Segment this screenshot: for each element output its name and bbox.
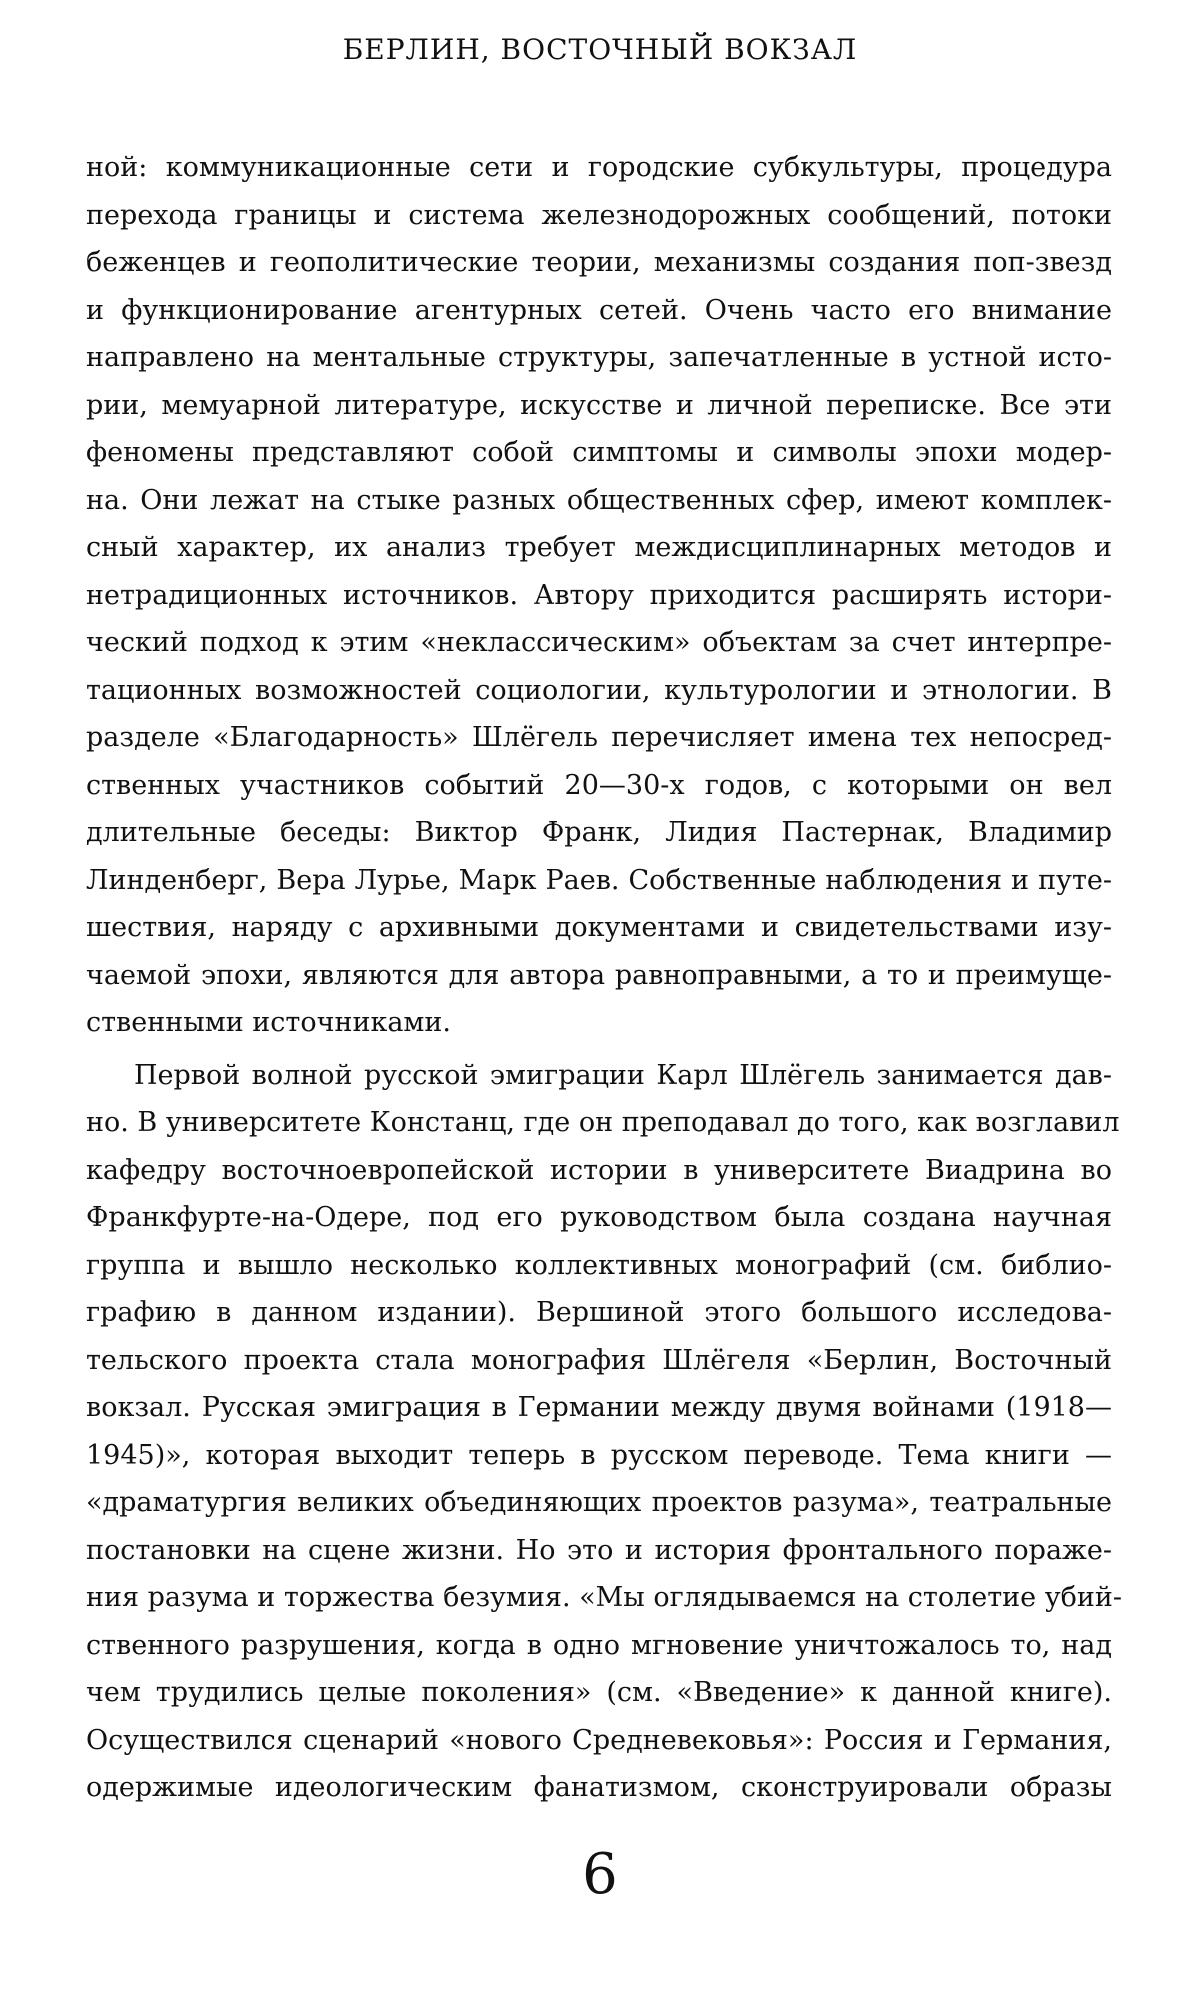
text-line: нетрадиционных источников. Автору приходится расширять истори- — [86, 579, 1112, 611]
text-line: 1945)», которая выходит теперь в русском переводе. Тема книги — — [86, 1439, 1112, 1471]
text-line: одержимые идеологическим фанатизмом, сконструировали образы — [86, 1772, 1112, 1803]
paragraph-1 — [86, 144, 1112, 1047]
text-line: длительные беседы: Виктор Франк, Лидия Пастернак, Владимир — [86, 817, 1112, 848]
text-line: «драматургия великих объединяющих проектов разума», театральные — [86, 1487, 1112, 1518]
text-line: кафедру восточноевропейской истории в университете Виадрина во — [86, 1154, 1112, 1186]
text-line: но. В университете Констанц, где он преподавал до того, как возглавил — [86, 1107, 1120, 1138]
text-line: Осуществился сценарий «нового Средневековья»: Россия и Германия, — [86, 1724, 1112, 1756]
text-line: на. Они лежат на стыке разных общественных сфер, имеют комплек- — [86, 484, 1112, 516]
text-line: ной: коммуникационные сети и городские субкультуры, процедура — [86, 152, 1112, 183]
text-line: чем трудились целые поколения» (см. «Введение» к данной книге). — [86, 1677, 1112, 1708]
text-line: графию в данном издании). Вершиной этого большого исследова- — [86, 1297, 1112, 1328]
text-line: ния разума и торжества безумия. «Мы оглядываемся на столетие убий- — [86, 1582, 1122, 1613]
text-line: беженцев и геополитические теории, механизмы создания поп-звезд — [86, 247, 1112, 278]
text-line: феномены представляют собой симптомы и символы эпохи модер- — [86, 437, 1112, 468]
body-text — [86, 144, 1122, 1812]
text-line: Франкфурте-на-Одере, под его руководством была создана научная — [86, 1202, 1112, 1233]
text-line: направлено на ментальные структуры, запечатленные в устной исто- — [86, 342, 1112, 373]
page-number: 6 — [582, 1842, 618, 1907]
text-line: тационных возможностей социологии, культурологии и этнологии. В — [86, 674, 1112, 706]
text-line: сный характер, их анализ требует междисциплинарных методов и — [86, 532, 1112, 563]
text-line: рии, мемуарной литературе, искусстве и личной переписке. Все эти — [86, 389, 1112, 421]
text-line: Первой волной русской эмиграции Карл Шлёгель занимается дав- — [134, 1059, 1112, 1091]
text-line: и функционирование агентурных сетей. Очень часто его внимание — [86, 294, 1112, 326]
paragraph-2 — [86, 1052, 1122, 1812]
text-line: постановки на сцене жизни. Но это и история фронтального пораже- — [86, 1534, 1112, 1566]
text-line: группа и вышло несколько коллективных монографий (см. библио- — [86, 1249, 1112, 1281]
text-line: тельского проекта стала монография Шлёгеля «Берлин, Восточный — [86, 1344, 1112, 1376]
text-line: ственных участников событий 20—30-х годов, с которыми он вел — [86, 769, 1112, 801]
text-line: разделе «Благодарность» Шлёгель перечисляет имена тех непосред- — [86, 722, 1112, 753]
text-line: перехода границы и система железнодорожных сообщений, потоки — [86, 199, 1112, 231]
text-line: чаемой эпохи, являются для автора равноправными, а то и преимуще- — [86, 959, 1112, 991]
text-line: ческий подход к этим «неклассическим» объектам за счет интерпре- — [86, 627, 1112, 658]
text-line: вокзал. Русская эмиграция в Германии между двумя войнами (1918— — [86, 1392, 1112, 1423]
text-line: ственными источниками. — [86, 1007, 452, 1038]
text-line: шествия, наряду с архивными документами и свидетельствами изу- — [86, 912, 1112, 943]
text-line: Линденберг, Вера Лурье, Марк Раев. Собственные наблюдения и путе- — [86, 864, 1112, 896]
running-header: БЕРЛИН, ВОСТОЧНЫЙ ВОКЗАЛ — [342, 33, 858, 66]
text-line: ственного разрушения, когда в одно мгновение уничтожалось то, над — [86, 1629, 1112, 1661]
